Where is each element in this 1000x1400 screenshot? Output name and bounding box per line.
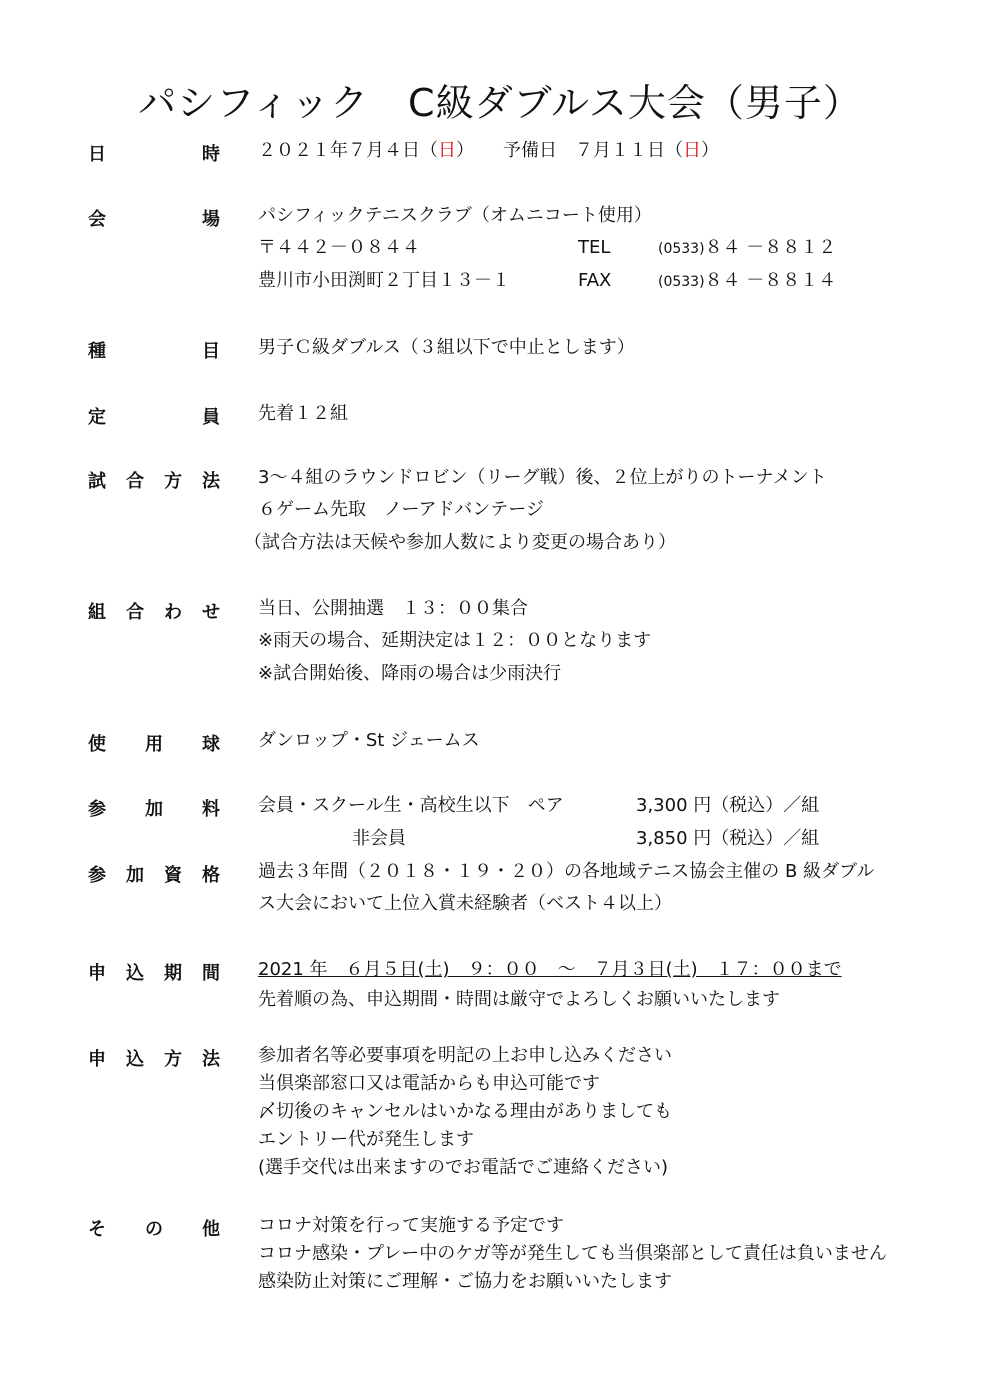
reserve-day: 日 xyxy=(683,140,701,161)
method-line-4: エントリー代が発生します xyxy=(258,1129,474,1150)
fee-nonmember-price: 3,850 円（税込）／組 xyxy=(636,828,820,849)
tel-number-line: (0533)８４ －８８１２ xyxy=(658,237,837,258)
label-eligibility: 参 加 資 格 xyxy=(88,865,220,886)
method-line-1: 参加者名等必要事項を明記の上お申し込みください xyxy=(258,1045,672,1066)
capacity-text: 先着１２組 xyxy=(258,403,348,424)
fee-member-name: 会員・スクール生・高校生以下 ペア xyxy=(258,795,564,816)
format-note: （試合方法は天候や参加人数により変更の場合あり） xyxy=(244,532,676,553)
draw-line-1: 当日、公開抽選 １３：００集合 xyxy=(258,598,528,619)
event-day: 日 xyxy=(438,140,456,161)
period-dates: 2021 年 ６月５日(土) ９：００ ～ ７月３日(土) １７：００まで xyxy=(258,959,842,980)
label-event: 種 目 xyxy=(88,341,220,362)
other-line-1: コロナ対策を行って実施する予定です xyxy=(258,1215,564,1236)
reserve-date: 予備日 ７月１１日（ xyxy=(503,140,683,161)
fee-nonmember-name: 非会員 xyxy=(352,828,406,849)
method-line-2: 当倶楽部窓口又は電話からも申込可能です xyxy=(258,1073,600,1094)
page-title: パシフィック C級ダブルス大会（男子） xyxy=(138,81,862,125)
other-line-2: コロナ感染・プレー中のケガ等が発生しても当倶楽部として責任は負いません xyxy=(258,1243,887,1264)
format-line-1: 3～４組のラウンドロビン（リーグ戦）後、２位上がりのトーナメント xyxy=(258,467,827,488)
label-fee: 参 加 料 xyxy=(88,799,220,820)
fax-number: ８４ －８８１４ xyxy=(704,270,837,291)
label-method: 申 込 方 法 xyxy=(88,1049,220,1070)
draw-line-2: ※雨天の場合、延期決定は１２：００となります xyxy=(258,630,652,651)
label-format: 試 合 方 法 xyxy=(88,471,220,492)
venue-address: 豊川市小田渕町２丁目１３－１ xyxy=(258,270,510,291)
draw-line-3: ※試合開始後、降雨の場合は少雨決行 xyxy=(258,663,562,684)
eligibility-line-2: ス大会において上位入賞未経験者（ベスト４以上） xyxy=(258,893,672,914)
label-draw: 組 合 わ せ xyxy=(88,602,220,623)
label-other: そ の 他 xyxy=(88,1219,220,1240)
label-period: 申 込 期 間 xyxy=(88,963,220,984)
reserve-date-line: 予備日 ７月１１日（日） xyxy=(503,140,719,161)
label-capacity: 定 員 xyxy=(88,407,220,428)
method-line-3: 〆切後のキャンセルはいかなる理由がありましても xyxy=(258,1101,672,1122)
fax-number-line: (0533)８４ －８８１４ xyxy=(658,270,837,291)
label-ball: 使 用 球 xyxy=(88,734,220,755)
method-line-5: (選手交代は出来ますのでお電話でご連絡ください) xyxy=(258,1157,669,1178)
tel-label: TEL xyxy=(578,237,611,258)
venue-postal: 〒４４２－０８４４ xyxy=(258,237,420,258)
ball-text: ダンロップ・St ジェームス xyxy=(258,730,480,751)
fee-member-price: 3,300 円（税込）／組 xyxy=(636,795,820,816)
event-text: 男子Ｃ級ダブルス（３組以下で中止とします） xyxy=(258,337,635,358)
other-line-3: 感染防止対策にご理解・ご協力をお願いいたします xyxy=(258,1271,672,1292)
fax-label: FAX xyxy=(578,270,612,291)
label-datetime: 日 時 xyxy=(88,144,220,165)
datetime-line: ２０２１年７月４日（日） xyxy=(258,140,474,161)
period-note: 先着順の為、申込期間・時間は厳守でよろしくお願いいたします xyxy=(258,989,780,1010)
format-line-2: ６ゲーム先取 ノーアドバンテージ xyxy=(258,499,544,520)
eligibility-line-1: 過去３年間（２０１８・１９・２０）の各地域テニス協会主催の B 級ダブル xyxy=(258,861,875,882)
tel-number: ８４ －８８１２ xyxy=(704,237,837,258)
label-venue: 会 場 xyxy=(88,209,220,230)
event-date: ２０２１年７月４日（ xyxy=(258,140,438,161)
venue-name: パシフィックテニスクラブ（オムニコート使用） xyxy=(258,205,652,226)
